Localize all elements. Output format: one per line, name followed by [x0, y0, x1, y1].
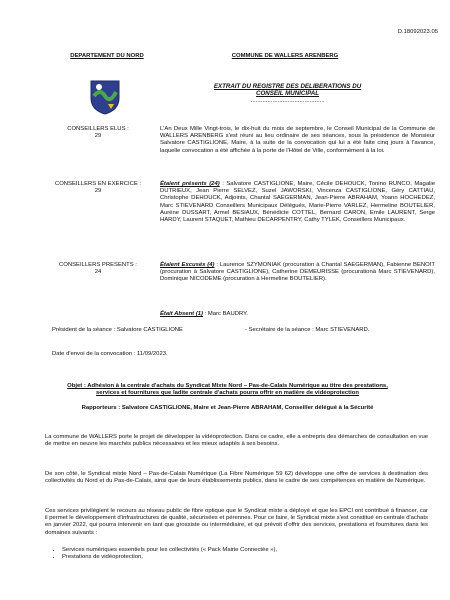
- elus-value: 29: [94, 133, 102, 140]
- services-list-item: • Prestations de vidéoprotection,: [62, 554, 420, 561]
- absent-paragraph: [160, 311, 435, 318]
- secretaire-line: - Secrétaire de la séance : Marc STIEVENARD.: [245, 327, 370, 333]
- excuses-paragraph: [160, 262, 435, 284]
- president-line: Président de la séance : Salvatore CASTIGLIONE: [52, 327, 183, 333]
- department-title: DEPARTEMENT DU NORD: [70, 53, 144, 59]
- elus-label: CONSEILLERS ELUS :: [67, 126, 129, 132]
- presents-count-block: [34, 262, 162, 276]
- exercice-label: CONSEILLERS EN EXERCICE :: [54, 181, 142, 187]
- rapporteurs-line: Rapporteurs : Salvatore CASTIGLIONE, Maire et Jean-Pierre ABRAHAM, Conseiller délégué à la Sécurité: [81, 405, 374, 411]
- objet-heading: Objet : Adhésion à la centrale d'achats du Syndicat Mixte Nord – Pas-de-Calais Numérique au titre des prestations, services et fournitures que ladite centrale d'achats pourra offrir en matière de vidéoprotection: [67, 383, 388, 397]
- excuses-label: Étaient Excusés (4): [160, 262, 215, 268]
- presents-label: Étaient présents (24): [160, 181, 220, 187]
- convocation-date: Date d'envoi de la convocation : 11/09/2023.: [52, 351, 168, 357]
- absent-list: : Marc BAUDRY.: [202, 311, 248, 317]
- document-reference: D.18092023.05: [397, 29, 438, 35]
- presents-count-label: CONSEILLERS PRESENTS :: [59, 262, 137, 268]
- commune-title: COMMUNE DE WALLERS ARENBERG: [231, 53, 339, 59]
- commune-logo: [88, 78, 122, 116]
- services-list: [50, 547, 420, 561]
- intro-paragraph: L'An Deux Mille Vingt-trois, le dix-huit du mois de septembre, le Conseil Municipal de la Commune de WALLERS ARENBERG s'est réuni au lieu ordinaire de ses séances, sous la présidence de Monsieur Salvatore CASTIGLIONE, Maire, à la suite de la convocation qui lui a été faite cinq jours à l'avance, laquelle convocation a été affichée à la porte de l'Hôtel de Ville, conformément à la loi.: [160, 126, 435, 154]
- elus-block: [40, 126, 156, 140]
- services-list-item: • Services numériques essentiels pour les collectivités (« Pack Mairie Connectée »),: [62, 547, 420, 554]
- excuses-list: : Laurence SZYMONIAK (procuration à Chantal SAEGERMAN), Fabienne BENOIT (procuration à Salvatore CASTIGLIONE), Catherine DEMEURISSE (procurationà Marc STIEVENARD), Dominique NICODEME (procuration à Hermeline BOUTELIER).: [160, 262, 435, 283]
- exercice-value: 29: [94, 188, 102, 195]
- absent-label: Était Absent (1): [160, 311, 203, 317]
- presents-list: : Salvatore CASTIGLIONE, Maire, Cécile DEHOUCK, Tonino RUNCO, Magalie DUTRIEUX, Jean Pierre SELVEZ, Suzel JAWORSKI, Vincenza CASTIGLIONE, Géry CATTIAU, Christophe DEHOUCK, Adjoints, Chantal SAEGERMAN, Jean-Pierre ABRAHAM, Yoann HOCHEDEZ, Marc STIEVENARD Conseillers Municipaux Délégués, Marie-Pierre VARLEZ, Hermeline BOUTELIER, Auréne DUSSART, Armel BESIAUX, Bénédicte COTTEL, Bernard CARON, Emile LAURENT, Serge HARDY, Laurent STAQUET, Mathieu DECARPENTRY, Cathy TYLEK, Conseillers Municipaux.: [160, 181, 436, 224]
- title-separator: ------------------------------: [250, 99, 325, 105]
- paragraph-3: Ces services privilégient le recours au réseau public de fibre optique que le Syndicat mixte a déployé et que les EPCI ont contribué à financer, car il permet le développement d'infrastructures de qualité, sécurisées et pérennes. Pour ce faire, le Syndicat mixte s'est constitué en centrale d'achats en janvier 2022, qui pourra intervenir en tant que grossiste ou intermédiaire, et qui prévoit d'offrir des services, prestations et fournitures dans les domaines suivants :: [45, 508, 428, 536]
- presents-paragraph: [160, 181, 435, 224]
- paragraph-2: De son côté, le Syndicat mixte Nord – Pas-de-Calais Numérique (La Fibre Numérique 59 62) développe une offre de services à destination des collectivités du Nord et du Pas-de-Calais, ainsi que de leurs établissements publics, dans le cadre de ses compétences en matière de Numérique.: [45, 471, 428, 485]
- paragraph-1: La commune de WALLERS porte le projet de développer la vidéoprotection. Dans ce cadre, elle a entrepris des démarches de consultation en vue de mettre en oeuvre les marchés publics nécessaires et les mieux adaptés à ses besoins.: [45, 434, 428, 448]
- extract-title: EXTRAIT DU REGISTRE DES DELIBERATIONS DU CONSEIL MUNICIPAL: [213, 83, 362, 98]
- shield-logo-icon: [88, 78, 122, 116]
- presents-count-value: 24: [94, 269, 102, 276]
- exercice-block: [30, 181, 166, 195]
